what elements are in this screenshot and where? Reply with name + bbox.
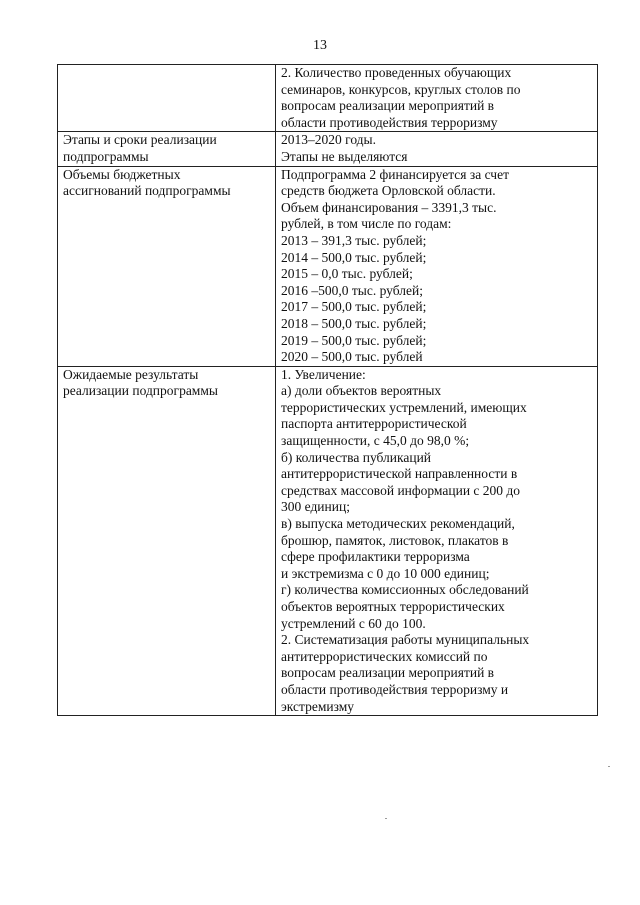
row-label-cell [58, 166, 276, 366]
content-line: 1. Увеличение: [281, 366, 366, 382]
label-line: ассигнований подпрограммы [63, 183, 231, 199]
content-line: террористических устремлений, имеющих [281, 399, 527, 415]
content-line: Подпрограмма 2 финансируется за счет [281, 166, 509, 182]
content-line: 2019 – 500,0 тыс. рублей; [281, 332, 427, 348]
table-row [58, 65, 598, 132]
row-content-cell [276, 166, 598, 366]
content-line: 300 единиц; [281, 499, 350, 515]
content-line: средств бюджета Орловской области. [281, 183, 496, 199]
label-line: подпрограммы [63, 148, 149, 164]
row-content-cell [276, 366, 598, 715]
content-line: 2015 – 0,0 тыс. рублей; [281, 266, 413, 282]
row-label-cell [58, 65, 276, 132]
label-line: реализации подпрограммы [63, 383, 218, 399]
row-content-cell [276, 65, 598, 132]
content-line: области противодействия терроризму и [281, 681, 509, 697]
content-line: устремлений с 60 до 100. [281, 615, 426, 631]
content-line: а) доли объектов вероятных [281, 383, 442, 399]
content-line: защищенности, с 45,0 до 98,0 %; [281, 433, 470, 449]
content-line: экстремизму [281, 698, 355, 714]
label-line: Этапы и сроки реализации [63, 132, 217, 148]
table-row [58, 166, 598, 366]
content-line: брошюр, памяток, листовок, плакатов в [281, 532, 509, 548]
content-line: 2. Количество проведенных обучающих [281, 65, 512, 80]
row-label-cell [58, 366, 276, 715]
content-line: б) количества публикаций [281, 449, 432, 465]
content-line: Этапы не выделяются [281, 148, 408, 164]
content-line: 2014 – 500,0 тыс. рублей; [281, 249, 427, 265]
content-line: 2020 – 500,0 тыс. рублей [281, 349, 423, 365]
table-row [58, 366, 598, 715]
row-content-cell [276, 132, 598, 166]
content-line: средствах массовой информации с 200 до [281, 482, 521, 498]
content-line: семинаров, конкурсов, круглых столов по [281, 81, 521, 97]
table-body [58, 65, 598, 716]
content-line: 2017 – 500,0 тыс. рублей; [281, 299, 427, 315]
content-line: 2013–2020 годы. [281, 132, 377, 148]
content-line: 2016 –500,0 тыс. рублей; [281, 282, 423, 298]
label-line: Ожидаемые результаты [63, 366, 199, 382]
content-line: г) количества комиссионных обследований [281, 582, 529, 598]
content-line: объектов вероятных террористических [281, 599, 505, 614]
scan-speck [608, 766, 610, 767]
content-line: вопросам реализации мероприятий в [281, 98, 495, 114]
content-line: антитеррористических комиссий по [281, 648, 488, 664]
content-line: паспорта антитеррористической [281, 416, 467, 432]
content-line: области противодействия терроризму [281, 114, 498, 130]
subprogram-passport-table [57, 64, 598, 716]
content-line: и экстремизма с 0 до 10 000 единиц; [281, 565, 490, 581]
content-line: рублей, в том числе по годам: [281, 216, 452, 232]
content-line: сфере профилактики терроризма [281, 549, 470, 565]
label-line: Объемы бюджетных [63, 166, 181, 182]
row-label-cell [58, 132, 276, 166]
page-number: 13 [313, 38, 327, 53]
content-line: в) выпуска методических рекомендаций, [281, 516, 515, 532]
content-line: Объем финансирования – 3391,3 тыс. [281, 199, 497, 215]
content-line: антитеррористической направленности в [281, 466, 518, 482]
scan-speck [385, 818, 387, 819]
content-line: 2013 – 391,3 тыс. рублей; [281, 232, 427, 248]
table-row [58, 132, 598, 166]
content-line: вопросам реализации мероприятий в [281, 665, 495, 681]
content-line: 2. Систематизация работы муниципальных [281, 632, 530, 648]
content-line: 2018 – 500,0 тыс. рублей; [281, 315, 427, 331]
